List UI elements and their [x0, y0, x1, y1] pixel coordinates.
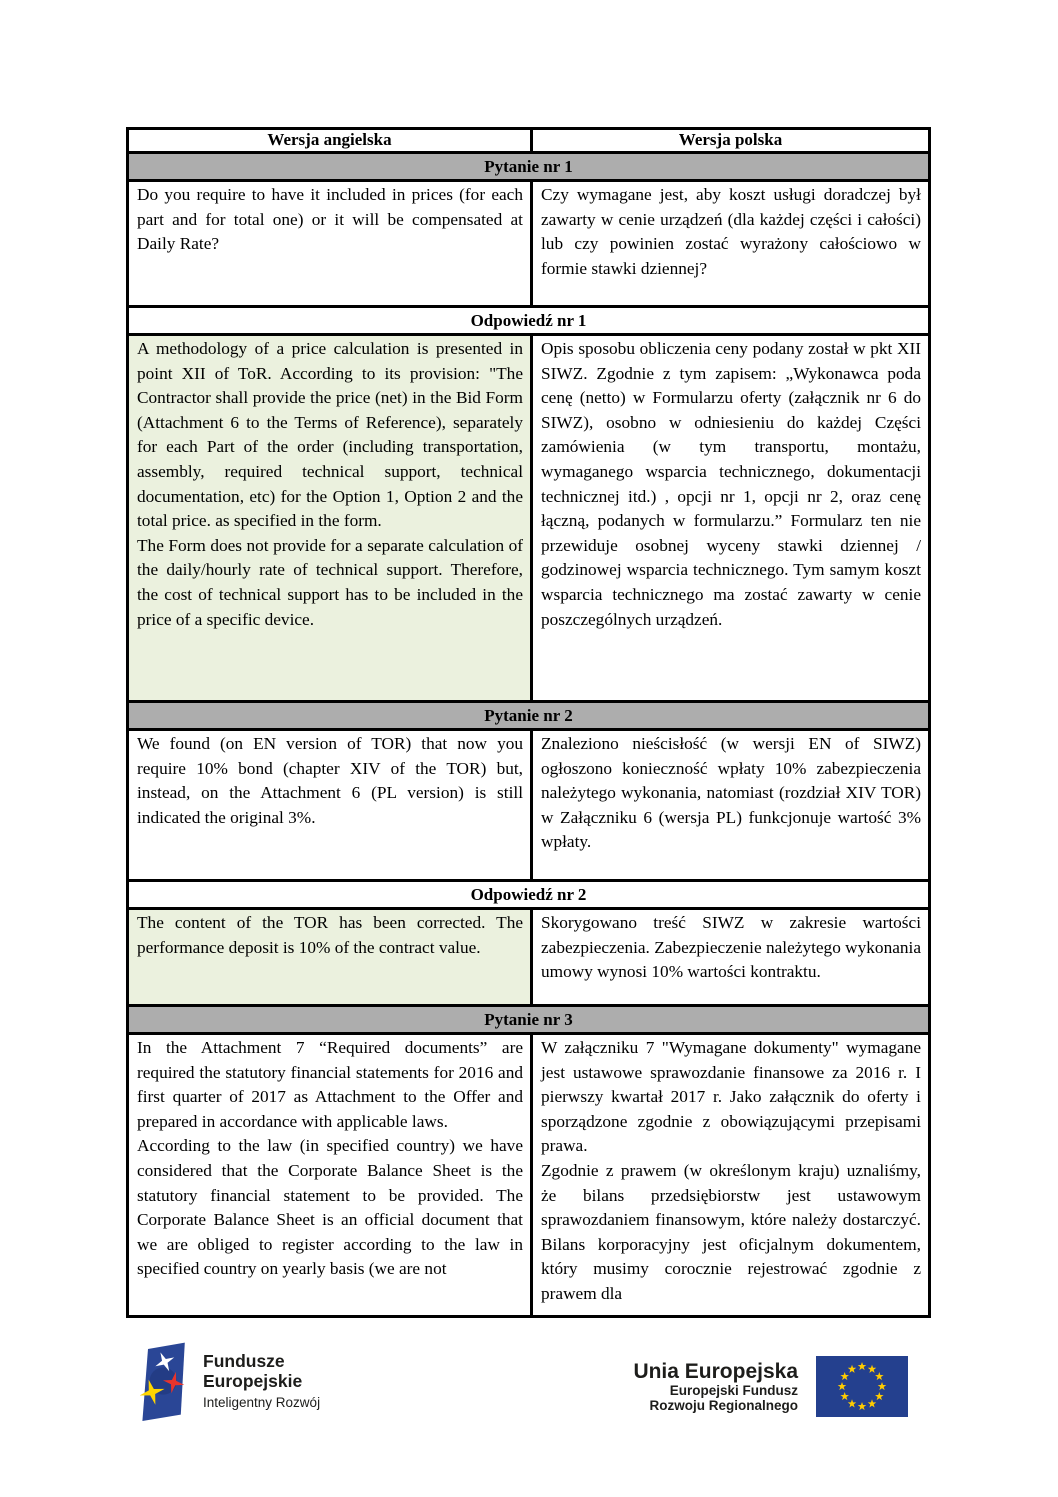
band-pytanie-1: Pytanie nr 1: [129, 151, 928, 182]
paragraph: In the Attachment 7 “Required documents” are required the statutory financial statements for 2016 and first quarter of 2017 as Attachment to the Offer and prepared in accordance with applicable laws.: [137, 1038, 523, 1131]
paragraph: The content of the TOR has been corrected. The performance deposit is 10% of the contract value.: [137, 913, 523, 957]
question-3-row: [129, 1035, 928, 1315]
answer-2-english: [129, 910, 533, 1004]
question-1-english: [129, 182, 533, 305]
fundusze-europejskie-text: [203, 1352, 320, 1410]
answer-2-row: [129, 910, 928, 1004]
paragraph: We found (on EN version of TOR) that now you require 10% bond (chapter XIV of the TOR) but, instead, on the Attachment 6 (PL version) is still indicated the original 3%.: [137, 734, 523, 827]
unia-sub1: Europejski Fundusz: [669, 1382, 798, 1398]
question-1-polish: [533, 182, 928, 305]
paragraph: Znaleziono nieścisłość (w wersji EN of SIWZ) ogłoszono konieczność wpłaty 10% zabezpieczenia należytego wykonania, natomiast (rozdział XIV TOR) w Załączniku 6 (wersja PL) funkcjonuje wartość 3% wpłaty.: [541, 734, 921, 852]
table-header-row: [129, 130, 928, 151]
paragraph: Do you require to have it included in prices (for each part and for total one) or it will be compensated at Daily Rate?: [137, 185, 523, 254]
footer-logos: [140, 1340, 908, 1422]
paragraph: The Form does not provide for a separate calculation of the daily/hourly rate of technical support. Therefore, the cost of technical support has to be included in the price of a specific device.: [137, 535, 523, 629]
fundusze-europejskie-logo: [140, 1340, 320, 1422]
question-3-english: [129, 1035, 533, 1315]
question-2-polish: [533, 731, 928, 879]
band-odpowiedz-2: Odpowiedź nr 2: [129, 879, 928, 910]
paragraph: W załączniku 7 "Wymagane dokumenty" wymagane jest ustawowe sprawozdanie finansowe za 2016 r. I pierwszy kwartał 2017 r. Jako załącznik do oferty i sporządzone zgodnie z obowiązującymi przepisami prawa.: [541, 1038, 921, 1156]
unia-europejska-logo: [633, 1356, 908, 1417]
fundusze-line1: Fundusze: [203, 1351, 285, 1371]
paragraph: A methodology of a price calculation is presented in point XII of ToR. According to its provision: "The Contractor shall provide the price (net) in the Bid Form (Attachment 6 to the Terms of Reference), separately for each Part of the order (including transportation, assembly, required technical support, technical documentation, etc) for the Option 1, Option 2 and the total price. as specified in the form.: [137, 339, 523, 531]
paragraph: Skorygowano treść SIWZ w zakresie wartości zabezpieczenia. Zabezpieczenie należytego wykonania umowy wynosi 10% wartości kontraktu.: [541, 913, 921, 982]
column-header-polish: Wersja polska: [678, 130, 783, 149]
answer-2-polish: [533, 910, 928, 1004]
eu-flag-icon: [816, 1356, 908, 1417]
paragraph: According to the law (in specified country) we have considered that the Corporate Balance Sheet is the statutory financial statement to be provided. The Corporate Balance Sheet is an official document that we are obliged to register according to the law in specified country on yearly basis (we are not: [137, 1136, 523, 1279]
answer-1-polish: [533, 336, 928, 700]
fundusze-europejskie-flag-icon: [140, 1340, 188, 1422]
unia-title: Unia Europejska: [633, 1359, 798, 1383]
paragraph: Czy wymagane jest, aby koszt usługi doradczej był zawarty w cenie urządzeń (dla każdej części i całości) lub czy powinien zostać wyrażony całościowo w formie stawki dziennej?: [541, 185, 921, 278]
band-pytanie-2: Pytanie nr 2: [129, 700, 928, 731]
question-3-polish: [533, 1035, 928, 1315]
fundusze-line2: Europejskie: [203, 1370, 303, 1391]
question-2-row: [129, 731, 928, 879]
answer-1-english: [129, 336, 533, 700]
band-pytanie-3: Pytanie nr 3: [129, 1004, 928, 1035]
question-2-english: [129, 731, 533, 879]
question-1-row: [129, 182, 928, 305]
unia-sub2: Rozwoju Regionalnego: [649, 1398, 798, 1413]
paragraph: Zgodnie z prawem (w określonym kraju) uznaliśmy, że bilans przedsiębiorstw jest ustawowym sprawozdaniem finansowym, które należy dostarczyć. Bilans korporacyjny jest oficjalnym dokumentem, który musimy corocznie rejestrować zgodnie z prawem dla: [541, 1160, 921, 1303]
band-odpowiedz-1: Odpowiedź nr 1: [129, 305, 928, 336]
fundusze-subtitle: Inteligentny Rozwój: [203, 1395, 321, 1410]
paragraph: Opis sposobu obliczenia ceny podany został w pkt XII SIWZ. Zgodnie z tym zapisem: „Wykonawca poda cenę (netto) w Formularzu oferty (załącznik nr 6 do SIWZ), osobno w odniesieniu do każdej Części zamówienia (w tym transportu, montażu, wymaganego wsparcia technicznego, dokumentacji technicznej itd.) , opcji nr 1, opcji nr 2, oraz cenę łączną, podanych w formularzu.” Formularz ten nie przewiduje osobnej wyceny stawki dziennej / godzinowej wsparcia technicznego. Tym samym koszt wsparcia technicznego ma zostać zawarty w cenie poszczególnych urządzeń.: [541, 339, 921, 629]
answer-1-row: [129, 336, 928, 700]
bilingual-qa-table: [126, 127, 931, 1318]
column-header-english: Wersja angielska: [129, 130, 533, 151]
unia-europejska-text: [633, 1360, 798, 1414]
